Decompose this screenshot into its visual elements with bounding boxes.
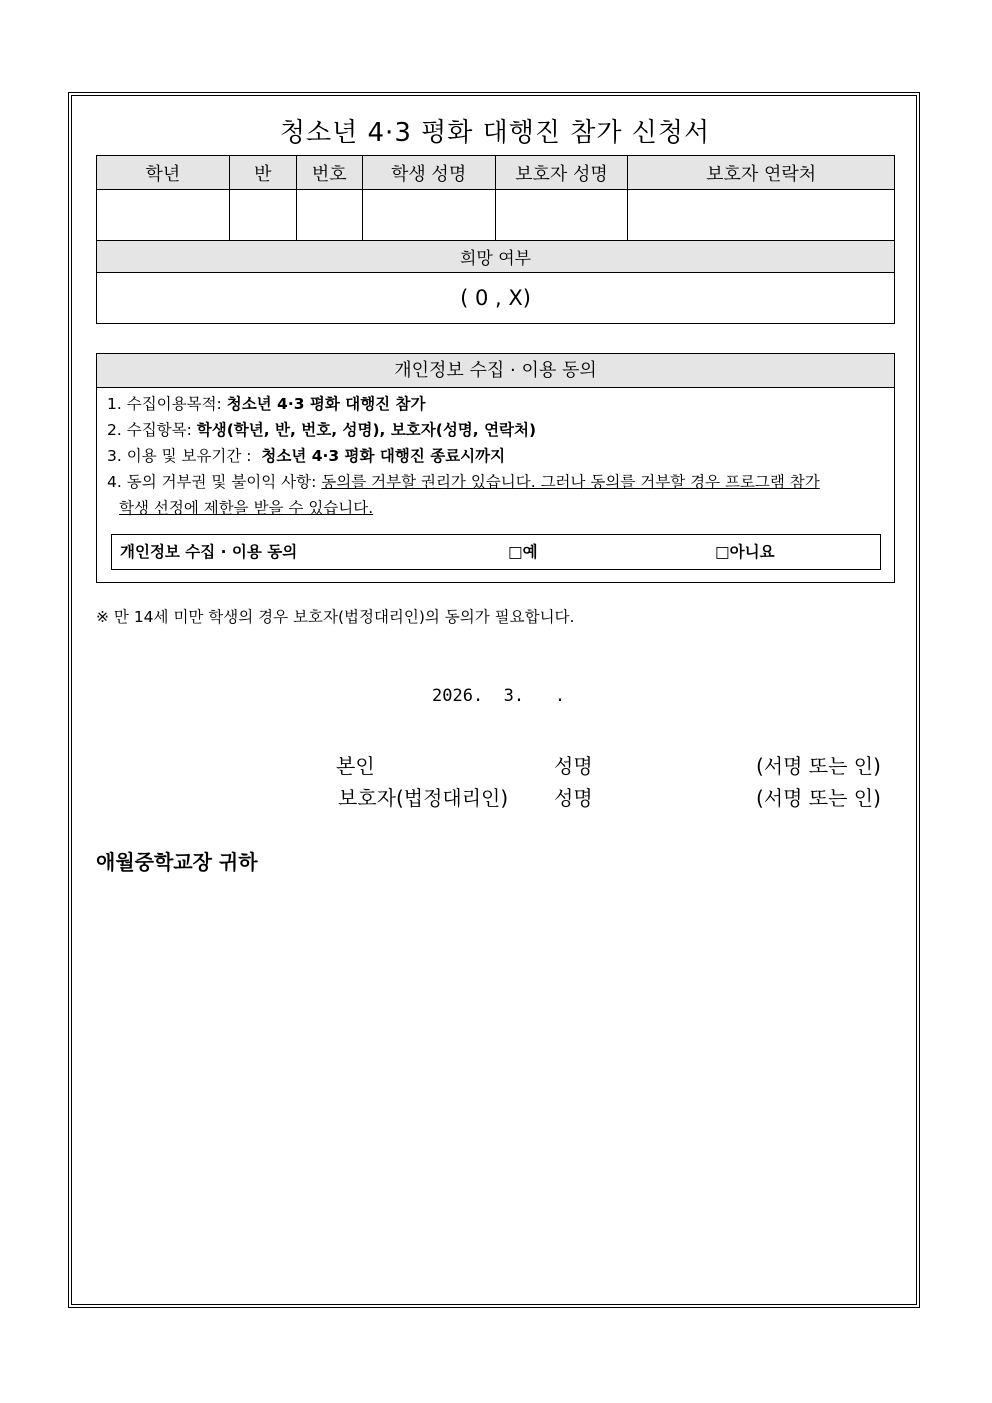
guardian-role-label: 보호자(법정대리인)	[338, 786, 509, 810]
agree-no-checkbox[interactable]: □아니요	[715, 543, 775, 561]
consent-item-refusal-cont: 학생 선정에 제한을 받을 수 있습니다.	[119, 499, 374, 517]
consent-header: 개인정보 수집 · 이용 동의	[97, 354, 894, 388]
guardian-consent-note: ※ 만 14세 미만 학생의 경우 보호자(법정대리인)의 동의가 필요합니다.	[96, 608, 575, 626]
agree-label: 개인정보 수집 · 이용 동의	[120, 543, 298, 561]
agree-yes-checkbox[interactable]: □예	[508, 543, 538, 561]
consent-item-refusal: 4. 동의 거부권 및 불이익 사항: 동의를 거부할 권리가 있습니다. 그러나 동의를 거부할 경우 프로그램 참가	[107, 473, 820, 491]
table-header-row	[97, 156, 895, 190]
table-input-row	[97, 190, 895, 241]
guardian-name-field[interactable]	[495, 190, 628, 241]
header-grade: 학년	[97, 156, 230, 190]
consent-item-purpose: 1. 수집이용목적: 청소년 4·3 평화 대행진 참가	[107, 395, 426, 413]
student-name-field[interactable]	[362, 190, 495, 241]
grade-field[interactable]	[97, 190, 230, 241]
applicant-info-table	[96, 155, 895, 324]
header-student-name: 학생 성명	[362, 156, 495, 190]
consent-agree-box	[111, 534, 881, 570]
addressee: 애월중학교장 귀하	[96, 850, 258, 874]
wish-field[interactable]: ( 0 , X)	[97, 273, 895, 324]
wish-header: 희망 여부	[97, 241, 895, 273]
header-guardian-contact: 보호자 연락처	[628, 156, 895, 190]
self-sign-label[interactable]: (서명 또는 인)	[756, 754, 881, 778]
self-role-label: 본인	[336, 754, 375, 778]
header-guardian-name: 보호자 성명	[495, 156, 628, 190]
guardian-sign-label[interactable]: (서명 또는 인)	[756, 786, 881, 810]
consent-item-fields: 2. 수집항목: 학생(학년, 반, 번호, 성명), 보호자(성명, 연락처)	[107, 421, 537, 439]
privacy-consent-section	[96, 353, 895, 583]
date-line: 2026. 3. .	[432, 686, 566, 706]
header-number: 번호	[296, 156, 362, 190]
self-name-label[interactable]: 성명	[554, 754, 593, 778]
guardian-contact-field[interactable]	[628, 190, 895, 241]
document-title: 청소년 4·3 평화 대행진 참가 신청서	[279, 118, 711, 148]
consent-item-period: 3. 이용 및 보유기간 : 청소년 4·3 평화 대행진 종료시까지	[107, 447, 506, 465]
number-field[interactable]	[296, 190, 362, 241]
consent-list	[97, 388, 894, 521]
class-field[interactable]	[229, 190, 296, 241]
header-class: 반	[229, 156, 296, 190]
guardian-name-label[interactable]: 성명	[554, 786, 593, 810]
